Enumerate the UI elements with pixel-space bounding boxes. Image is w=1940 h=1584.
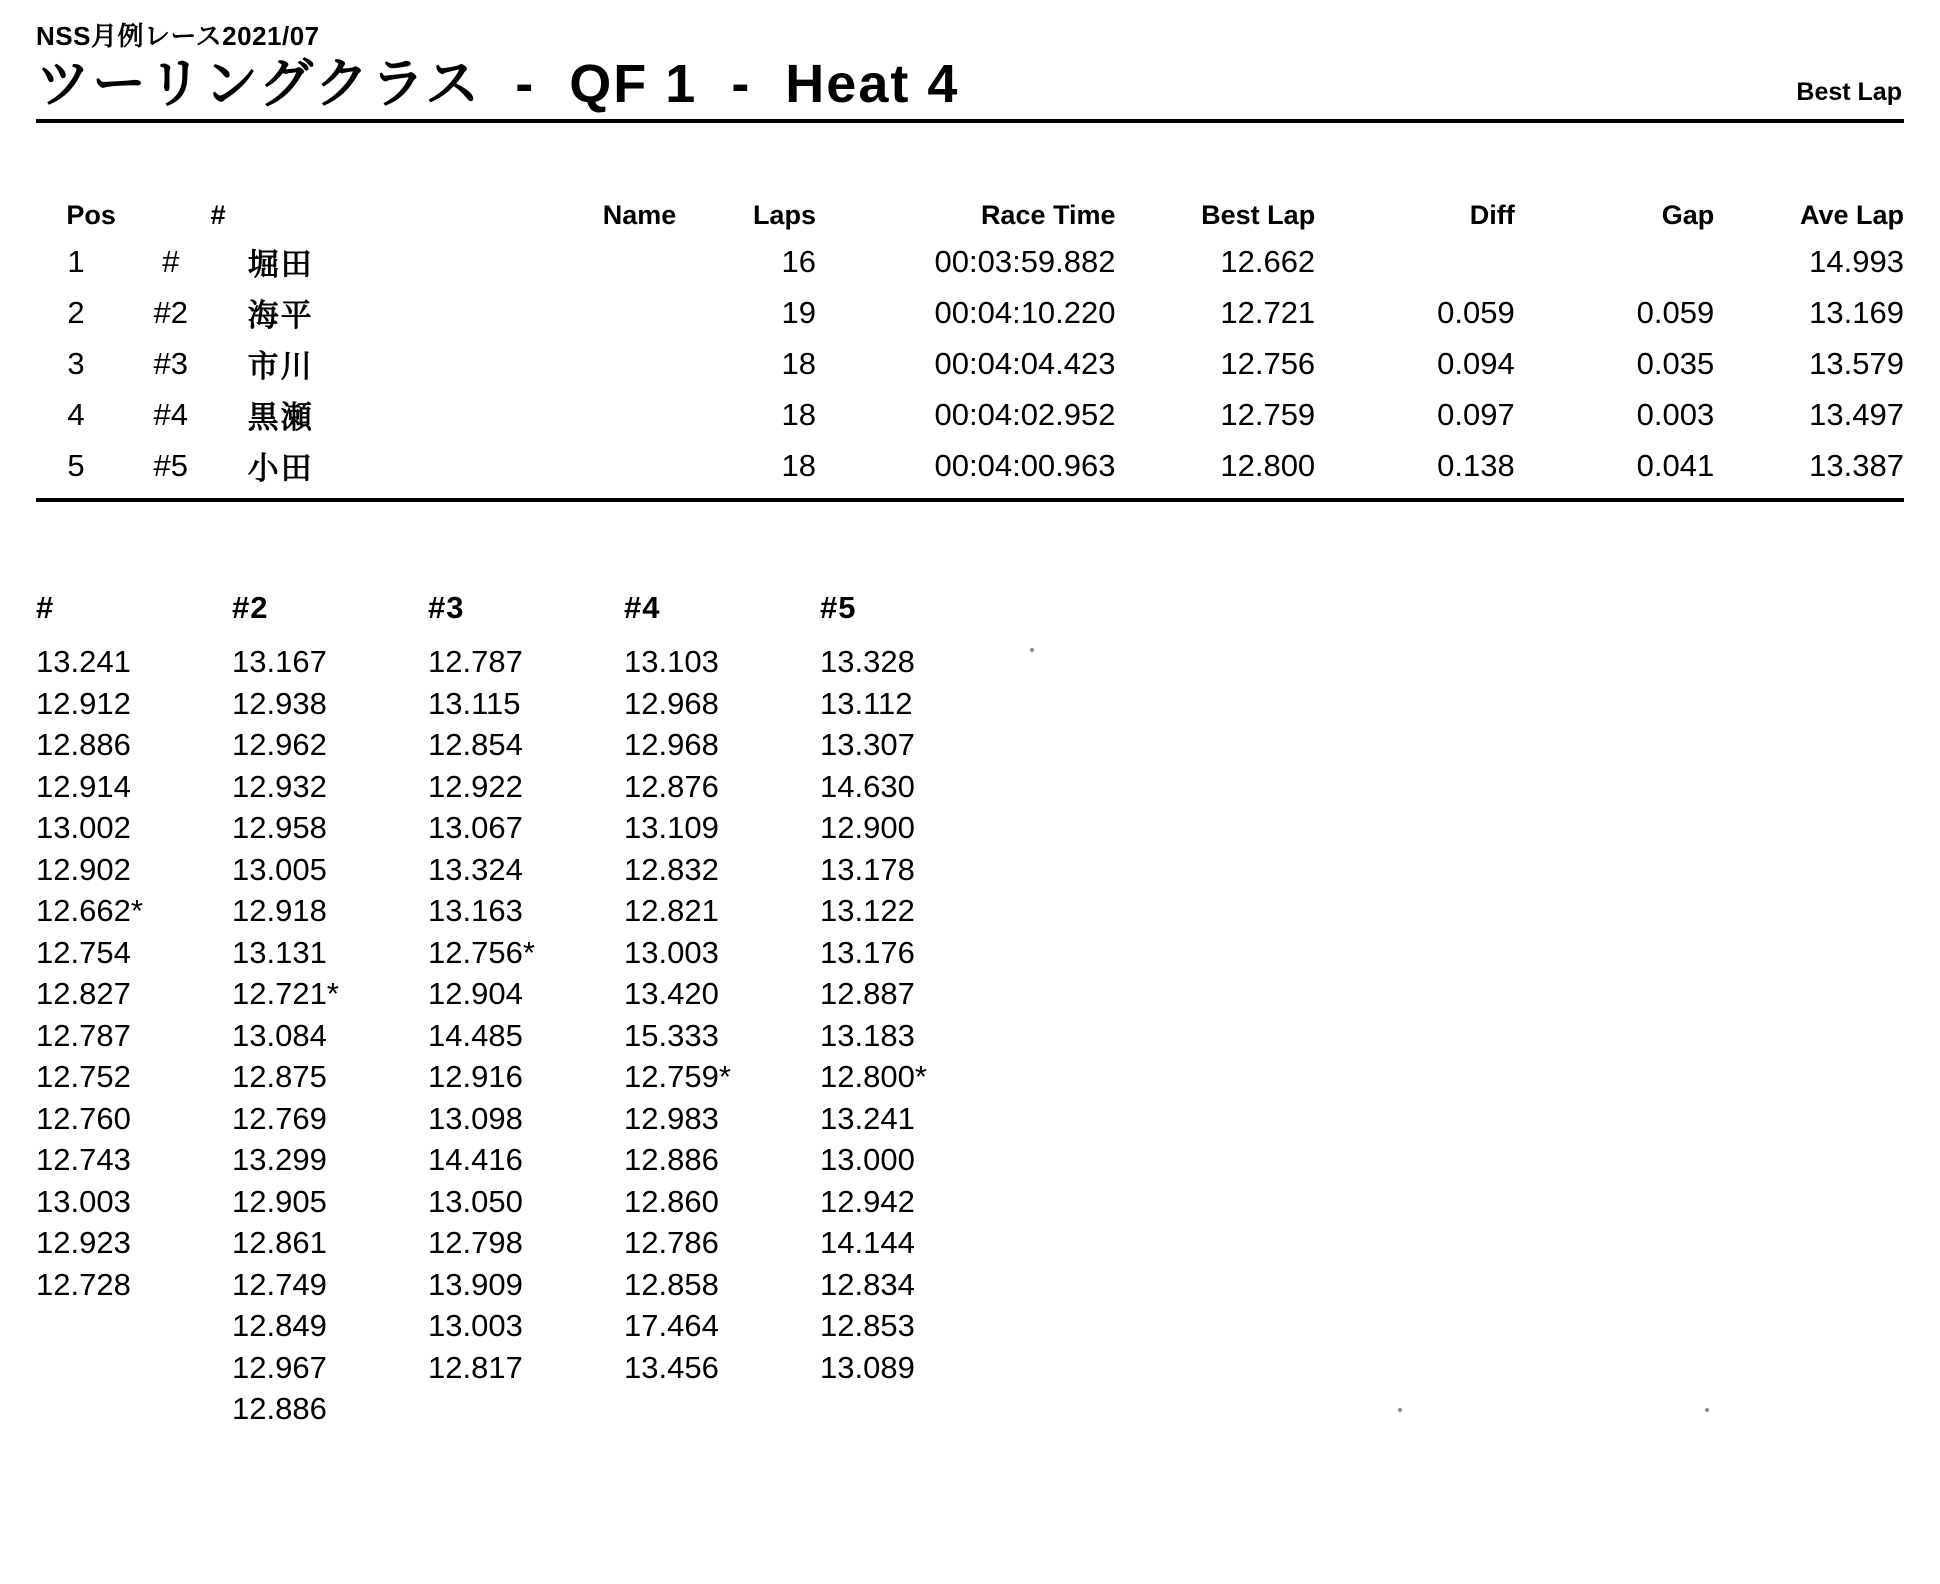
lap-time: 12.904 bbox=[428, 976, 523, 1011]
lap-time: 13.456 bbox=[624, 1349, 719, 1385]
lap-time bbox=[36, 1305, 232, 1347]
lap-time: 12.787 bbox=[36, 1017, 131, 1053]
lap-time: 17.464 bbox=[624, 1308, 719, 1343]
cell-name: 堀田 bbox=[247, 247, 314, 282]
lap-time bbox=[36, 1347, 232, 1389]
lap-time: 14.485 bbox=[428, 1017, 523, 1053]
lap-time: 13.067 bbox=[428, 810, 523, 845]
lap-time: 13.003 bbox=[428, 1308, 523, 1343]
cell-number: #3 bbox=[153, 345, 188, 381]
lap-time: 12.817 bbox=[428, 1349, 523, 1385]
cell-gap bbox=[1515, 237, 1715, 288]
lap-time: 13.122 bbox=[820, 893, 915, 928]
lap-time: 13.420 bbox=[624, 976, 719, 1011]
cell-race-time: 00:03:59.882 bbox=[934, 243, 1116, 279]
cell-gap: 0.035 bbox=[1636, 345, 1715, 381]
lap-time: 13.163 bbox=[428, 893, 523, 928]
table-row bbox=[36, 441, 1904, 492]
column-header-laps: Laps bbox=[752, 200, 816, 230]
lap-time: 12.821 bbox=[624, 893, 719, 928]
scan-speck bbox=[1705, 1408, 1709, 1412]
lap-time-best: 12.662* bbox=[36, 893, 143, 928]
cell-best-lap: 12.721 bbox=[1220, 294, 1316, 330]
lap-time: 15.333 bbox=[624, 1017, 719, 1053]
cell-diff: 0.138 bbox=[1437, 447, 1515, 483]
cell-race-time: 00:04:10.220 bbox=[934, 294, 1116, 330]
lap-column-3 bbox=[428, 590, 624, 1430]
lap-column-header: #2 bbox=[232, 590, 269, 625]
lap-time: 12.905 bbox=[232, 1183, 327, 1219]
cell-race-time: 00:04:04.423 bbox=[934, 345, 1116, 381]
lap-time: 12.914 bbox=[36, 768, 131, 804]
lap-time: 12.916 bbox=[428, 1059, 523, 1094]
column-header-race-time: Race Time bbox=[980, 200, 1116, 230]
cell-diff: 0.059 bbox=[1437, 294, 1515, 330]
lap-time: 12.861 bbox=[232, 1225, 327, 1260]
lap-time: 12.743 bbox=[36, 1142, 131, 1177]
cell-ave-lap: 13.579 bbox=[1809, 345, 1904, 381]
lap-times-section bbox=[36, 590, 1904, 1430]
cell-number: #2 bbox=[153, 294, 188, 330]
cell-diff: 0.097 bbox=[1437, 396, 1515, 432]
lap-time: 12.875 bbox=[232, 1059, 327, 1094]
lap-time: 14.630 bbox=[820, 768, 915, 804]
column-header-gap: Gap bbox=[1661, 200, 1715, 230]
lap-time-best: 12.800* bbox=[820, 1059, 927, 1094]
lap-time: 12.938 bbox=[232, 685, 327, 721]
lap-time: 13.084 bbox=[232, 1017, 327, 1053]
cell-best-lap: 12.759 bbox=[1220, 396, 1316, 432]
cell-number: #5 bbox=[153, 447, 188, 483]
lap-time: 13.183 bbox=[820, 1017, 915, 1053]
title-row bbox=[36, 53, 1904, 115]
lap-time: 12.958 bbox=[232, 810, 327, 845]
lap-time: 12.854 bbox=[428, 727, 523, 762]
lap-time: 13.324 bbox=[428, 851, 523, 887]
table-row bbox=[36, 339, 1904, 390]
cell-laps: 16 bbox=[781, 243, 816, 279]
lap-time-best: 12.756* bbox=[428, 934, 535, 970]
lap-time: 12.922 bbox=[428, 768, 523, 804]
lap-time: 12.760 bbox=[36, 1100, 131, 1136]
lap-time: 13.003 bbox=[624, 934, 719, 970]
lap-time: 12.942 bbox=[820, 1183, 915, 1219]
cell-laps: 18 bbox=[781, 447, 816, 483]
event-name: NSS月例レース2021/07 bbox=[36, 21, 320, 51]
lap-time-best: 12.759* bbox=[624, 1059, 731, 1094]
document-header bbox=[36, 22, 1904, 123]
lap-time: 12.832 bbox=[624, 851, 719, 887]
lap-time: 13.328 bbox=[820, 644, 915, 679]
lap-time: 13.909 bbox=[428, 1266, 523, 1302]
lap-time: 13.131 bbox=[232, 934, 327, 970]
column-header-number: # bbox=[210, 200, 226, 230]
cell-name: 黒瀬 bbox=[247, 400, 314, 435]
lap-time: 12.887 bbox=[820, 976, 915, 1011]
cell-diff: 0.094 bbox=[1437, 345, 1515, 381]
lap-time: 12.786 bbox=[624, 1225, 719, 1260]
cell-ave-lap: 14.993 bbox=[1809, 243, 1904, 279]
lap-time: 12.923 bbox=[36, 1225, 131, 1260]
lap-time: 13.005 bbox=[232, 851, 327, 887]
cell-name: 海平 bbox=[247, 298, 314, 333]
best-lap-tag: Best Lap bbox=[1796, 77, 1902, 106]
lap-time: 13.115 bbox=[428, 685, 521, 721]
lap-time: 12.912 bbox=[36, 685, 131, 721]
table-row bbox=[36, 288, 1904, 339]
lap-time: 14.144 bbox=[820, 1225, 915, 1260]
cell-name: 小田 bbox=[247, 451, 314, 486]
lap-time: 13.176 bbox=[820, 934, 915, 970]
lap-time: 13.178 bbox=[820, 851, 915, 887]
cell-best-lap: 12.662 bbox=[1220, 243, 1316, 279]
lap-time: 12.876 bbox=[624, 768, 719, 804]
column-header-ave-lap: Ave Lap bbox=[1799, 200, 1904, 230]
lap-time: 12.860 bbox=[624, 1183, 719, 1219]
lap-time: 12.798 bbox=[428, 1225, 523, 1260]
lap-time: 12.962 bbox=[232, 727, 327, 762]
lap-time: 12.827 bbox=[36, 976, 131, 1011]
lap-time: 12.858 bbox=[624, 1266, 719, 1302]
column-header-pos: Pos bbox=[66, 200, 116, 230]
cell-best-lap: 12.800 bbox=[1220, 447, 1316, 483]
cell-laps: 18 bbox=[781, 396, 816, 432]
lap-time: 12.886 bbox=[624, 1142, 719, 1177]
cell-ave-lap: 13.387 bbox=[1809, 447, 1904, 483]
lap-time: 13.167 bbox=[232, 644, 327, 679]
cell-gap: 0.003 bbox=[1636, 396, 1715, 432]
lap-times-grid bbox=[36, 590, 1904, 1430]
lap-time: 12.752 bbox=[36, 1059, 131, 1094]
lap-column-5 bbox=[820, 590, 1016, 1430]
cell-laps: 18 bbox=[781, 345, 816, 381]
lap-time: 12.900 bbox=[820, 810, 915, 845]
lap-time: 13.109 bbox=[624, 810, 719, 845]
lap-time: 13.307 bbox=[820, 727, 915, 762]
cell-gap: 0.059 bbox=[1636, 294, 1715, 330]
cell-pos: 5 bbox=[67, 447, 85, 483]
scan-speck bbox=[1030, 648, 1034, 652]
lap-column-1 bbox=[36, 590, 232, 1430]
lap-time: 12.849 bbox=[232, 1308, 327, 1343]
lap-time: 12.967 bbox=[232, 1349, 327, 1385]
lap-time: 12.918 bbox=[232, 893, 327, 928]
lap-time: 12.728 bbox=[36, 1266, 131, 1302]
cell-pos: 4 bbox=[67, 396, 85, 432]
lap-time: 12.932 bbox=[232, 768, 327, 804]
lap-time: 12.769 bbox=[232, 1100, 327, 1136]
cell-pos: 2 bbox=[67, 294, 85, 330]
lap-time: 13.241 bbox=[820, 1100, 915, 1136]
table-row bbox=[36, 390, 1904, 441]
lap-time: 12.968 bbox=[624, 685, 719, 721]
lap-time bbox=[624, 1388, 820, 1430]
lap-time-best: 12.721* bbox=[232, 976, 339, 1011]
table-row bbox=[36, 237, 1904, 288]
lap-time bbox=[36, 1388, 232, 1430]
lap-time: 12.983 bbox=[624, 1100, 719, 1136]
lap-time bbox=[820, 1388, 1016, 1430]
lap-time: 12.902 bbox=[36, 851, 131, 887]
lap-time: 13.112 bbox=[820, 685, 913, 721]
cell-race-time: 00:04:00.963 bbox=[934, 447, 1116, 483]
cell-number: # bbox=[162, 243, 180, 279]
lap-time: 13.241 bbox=[36, 644, 131, 679]
lap-time: 13.299 bbox=[232, 1142, 327, 1177]
lap-time: 12.787 bbox=[428, 644, 523, 679]
lap-time: 13.089 bbox=[820, 1349, 915, 1385]
lap-time: 12.968 bbox=[624, 727, 719, 762]
cell-ave-lap: 13.169 bbox=[1809, 294, 1904, 330]
lap-column-header: # bbox=[36, 590, 55, 625]
lap-column-4 bbox=[624, 590, 820, 1430]
lap-time: 13.000 bbox=[820, 1142, 915, 1177]
lap-column-2 bbox=[232, 590, 428, 1430]
column-header-best-lap: Best Lap bbox=[1201, 200, 1316, 230]
lap-time: 12.749 bbox=[232, 1266, 327, 1302]
lap-time: 13.098 bbox=[428, 1100, 523, 1136]
lap-time: 13.050 bbox=[428, 1183, 523, 1219]
lap-time: 12.886 bbox=[36, 727, 131, 762]
scan-speck bbox=[1398, 1408, 1402, 1412]
results-divider bbox=[36, 498, 1904, 502]
lap-time: 14.416 bbox=[428, 1142, 523, 1177]
lap-column-header: #4 bbox=[624, 590, 661, 625]
column-header-diff: Diff bbox=[1469, 200, 1515, 230]
cell-laps: 19 bbox=[781, 294, 816, 330]
lap-time: 12.853 bbox=[820, 1308, 915, 1343]
results-header-row bbox=[36, 200, 1904, 237]
lap-time: 13.002 bbox=[36, 810, 131, 845]
lap-time: 13.003 bbox=[36, 1183, 131, 1219]
lap-time: 13.103 bbox=[624, 644, 719, 679]
lap-time: 12.886 bbox=[232, 1391, 327, 1426]
cell-ave-lap: 13.497 bbox=[1809, 396, 1904, 432]
lap-column-header: #3 bbox=[428, 590, 465, 625]
lap-column-header: #5 bbox=[820, 590, 857, 625]
cell-race-time: 00:04:02.952 bbox=[934, 396, 1116, 432]
column-header-name: Name bbox=[602, 200, 677, 230]
cell-name: 市川 bbox=[247, 349, 314, 384]
cell-diff bbox=[1315, 237, 1515, 288]
lap-time: 12.754 bbox=[36, 934, 131, 970]
cell-gap: 0.041 bbox=[1636, 447, 1715, 483]
cell-number: #4 bbox=[153, 396, 188, 432]
page-title: ツーリングクラス - QF 1 - Heat 4 bbox=[36, 53, 960, 114]
lap-time bbox=[428, 1388, 624, 1430]
results-table bbox=[36, 200, 1904, 492]
cell-pos: 1 bbox=[67, 243, 85, 279]
cell-best-lap: 12.756 bbox=[1220, 345, 1316, 381]
cell-pos: 3 bbox=[67, 345, 85, 381]
results-section bbox=[36, 200, 1904, 502]
header-divider bbox=[36, 119, 1904, 123]
lap-time: 12.834 bbox=[820, 1266, 915, 1302]
